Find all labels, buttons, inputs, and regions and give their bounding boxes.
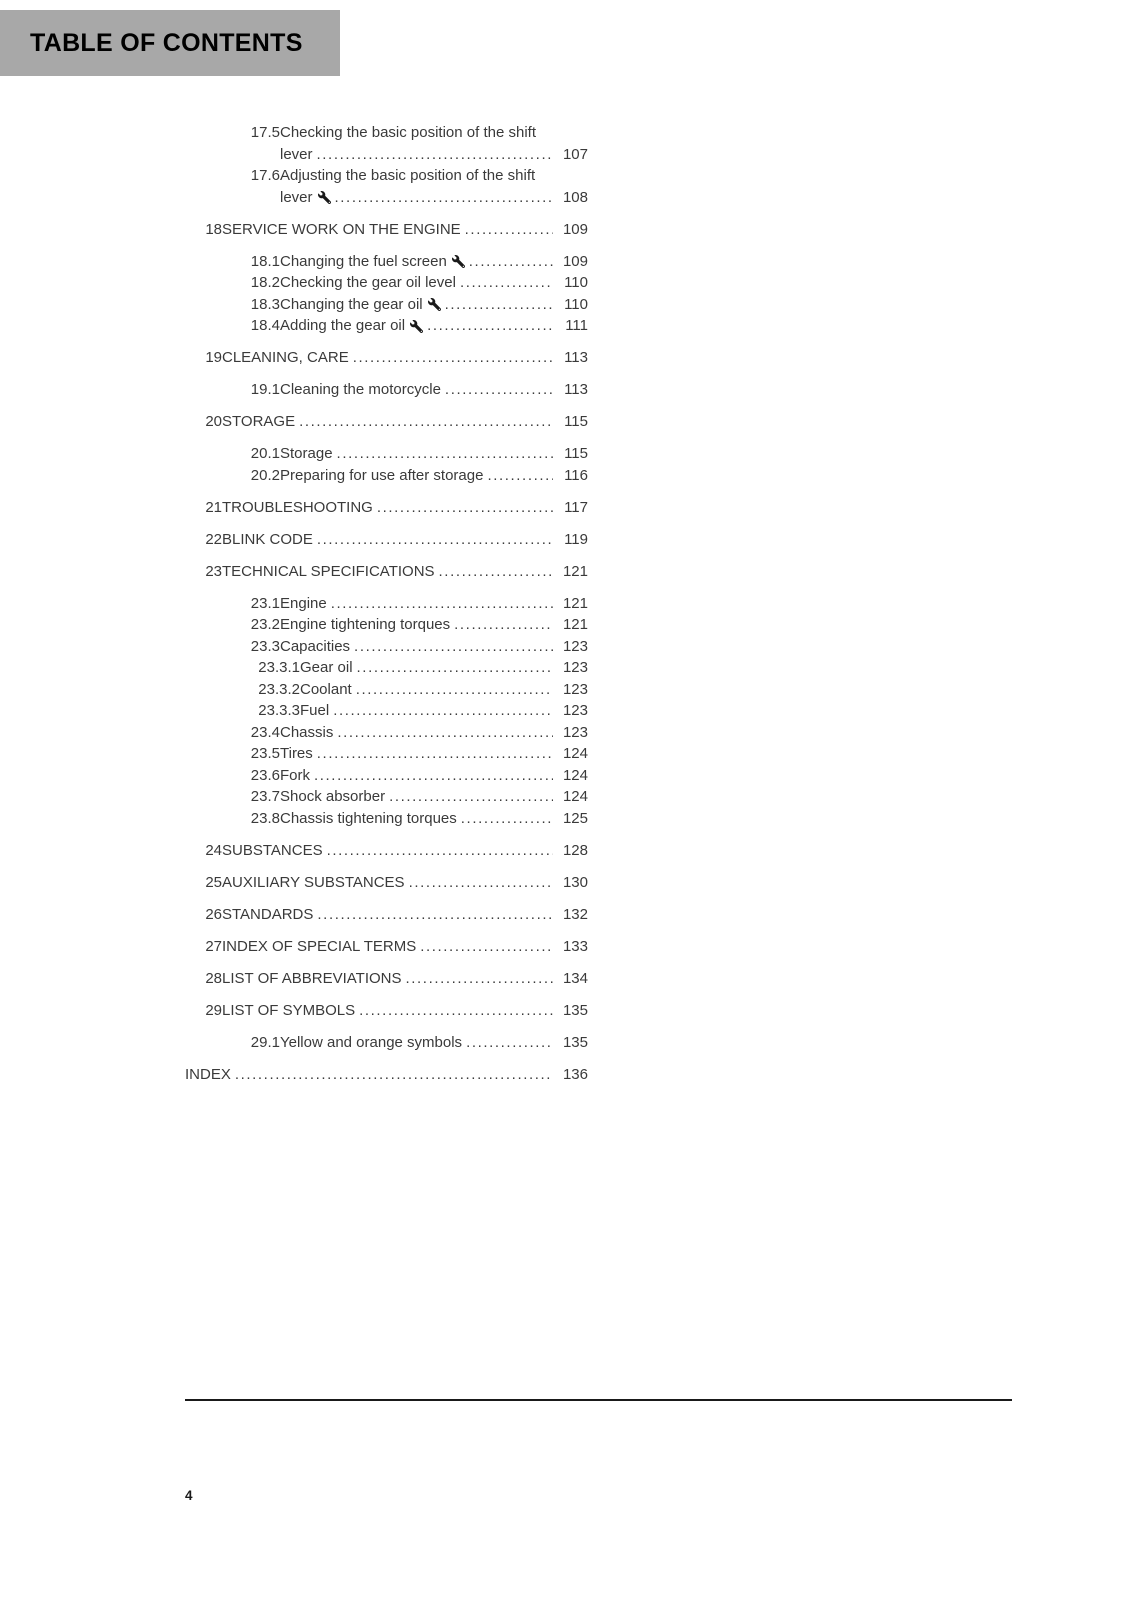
toc-entry-title: Shock absorber [280, 788, 386, 805]
toc-entry [185, 443, 588, 465]
toc-entry [185, 529, 588, 551]
toc-entry-number: 23.7 [250, 788, 280, 805]
page-title: TABLE OF CONTENTS [30, 28, 303, 57]
toc-entry [185, 614, 588, 636]
dot-leader [359, 1000, 553, 1022]
toc-entry-number: 23.2 [250, 616, 280, 633]
toc-entry-number: 24 [205, 841, 222, 859]
toc-entry-page: 124 [562, 766, 588, 784]
toc-entry-page: 135 [562, 1001, 588, 1019]
toc-entry [185, 722, 588, 744]
toc-entry-number: 17.6 [250, 167, 280, 184]
toc-entry-number: 18.1 [250, 252, 280, 270]
toc-entry-title: CLEANING, CARE [222, 349, 349, 366]
toc-entry-title: Yellow and orange symbols [280, 1033, 463, 1051]
toc-entry-page: 128 [562, 841, 588, 859]
toc-entry-title: Checking the basic position of the shift [280, 124, 536, 141]
toc-entry [185, 593, 588, 615]
toc-entry-title: Checking the gear oil level [280, 274, 456, 291]
toc-entry-number [222, 144, 280, 166]
toc-entry-title: Chassis [280, 723, 334, 741]
toc-entry-title: Storage [280, 445, 333, 462]
toc-entry-number: 23.8 [250, 809, 280, 827]
toc-entry-number: 21 [205, 498, 222, 516]
toc-entry [185, 315, 588, 337]
toc-entry [185, 411, 588, 433]
toc-entry [185, 786, 588, 808]
dot-leader [461, 808, 553, 830]
toc-entry-page: 116 [564, 466, 588, 484]
toc-entry-number: 22 [205, 530, 222, 548]
dot-leader [445, 379, 553, 401]
toc-entry-number: 23.1 [250, 594, 280, 612]
toc-entry [185, 251, 588, 273]
toc-entry-page: 136 [562, 1065, 588, 1083]
dot-leader [460, 272, 553, 294]
toc-entry-number: 23.4 [250, 723, 280, 741]
toc-entry-number: 28 [205, 969, 222, 987]
toc-entry-number: 18.3 [250, 295, 280, 313]
toc-entry-title: Fork [280, 766, 310, 784]
toc-entry [185, 679, 588, 701]
toc-entry-number: 23.3 [250, 637, 280, 655]
toc-entry [185, 840, 588, 862]
toc-entry-page: 109 [562, 252, 588, 270]
toc-entry-title: Capacities [280, 637, 351, 655]
toc-entry [185, 700, 588, 722]
toc-entry-number: 20 [205, 413, 222, 430]
toc-entry-title: Engine [280, 594, 327, 612]
toc-entry-number [222, 187, 280, 209]
toc-entry-page: 115 [564, 445, 588, 462]
dot-leader [317, 904, 553, 926]
toc-entry-page: 121 [562, 616, 588, 633]
dot-leader [337, 443, 553, 465]
toc-entry-title: SUBSTANCES [222, 841, 323, 859]
toc-entry-page: 132 [562, 905, 588, 923]
toc-entry [185, 561, 588, 583]
footer-divider [185, 1399, 1012, 1401]
dot-leader [331, 593, 553, 615]
toc-entry-title: AUXILIARY SUBSTANCES [222, 873, 405, 891]
toc-entry-number: 19.1 [250, 381, 280, 398]
toc-entry-page: 123 [562, 659, 588, 676]
toc-entry-page: 109 [562, 220, 588, 238]
toc-entry-number: 23.3.2 [258, 680, 300, 698]
toc-entry [185, 379, 588, 401]
dot-leader [439, 561, 553, 583]
toc-entry-number: 18.4 [250, 317, 280, 334]
toc-entry-page: 113 [564, 381, 588, 398]
dot-leader [409, 872, 553, 894]
toc-entry-number: 20.1 [250, 445, 280, 462]
toc-entry-page: 124 [562, 788, 588, 805]
toc-entry-page: 135 [562, 1033, 588, 1051]
wrench-icon [410, 320, 423, 337]
dot-leader [317, 529, 553, 551]
toc-entry-number: 23 [205, 562, 222, 580]
page-header [0, 10, 340, 76]
toc-entry-title: LIST OF ABBREVIATIONS [222, 969, 402, 987]
toc-entry [185, 165, 588, 187]
toc-entry [185, 808, 588, 830]
toc-entry-page: 110 [564, 274, 588, 291]
toc-entry [185, 347, 588, 369]
toc-entry-number: 27 [205, 937, 222, 955]
toc-entry-page: 107 [562, 145, 588, 163]
toc-entry-number: 17.5 [250, 124, 280, 141]
toc-list [185, 122, 588, 1096]
toc-entry-page: 133 [562, 937, 588, 955]
toc-entry-page: 111 [565, 317, 588, 334]
dot-leader [337, 722, 553, 744]
toc-entry-page: 110 [564, 295, 588, 313]
toc-entry-page: 130 [562, 873, 588, 891]
toc-entry-number: 23.3.3 [258, 702, 300, 719]
toc-entry [185, 272, 588, 294]
toc-entry [185, 872, 588, 894]
toc-entry-number: 29 [205, 1001, 222, 1019]
dot-leader [420, 936, 553, 958]
toc-entry-title: TECHNICAL SPECIFICATIONS [222, 562, 435, 580]
dot-leader [333, 700, 553, 722]
toc-entry [185, 497, 588, 519]
toc-entry [185, 1000, 588, 1022]
toc-entry-title: STORAGE [222, 413, 296, 430]
toc-entry-number: 18.2 [250, 274, 280, 291]
toc-entry-title: Preparing for use after storage [280, 466, 484, 484]
toc-entry-page: 123 [562, 680, 588, 698]
toc-entry-number: 23.6 [250, 766, 280, 784]
toc-entry-page: 108 [562, 188, 588, 206]
toc-entry-title: SERVICE WORK ON THE ENGINE [222, 220, 461, 238]
toc-entry [185, 904, 588, 926]
toc-entry-title: Engine tightening torques [280, 616, 451, 633]
toc-entry-page: 117 [564, 498, 588, 516]
toc-entry-page: 119 [564, 530, 588, 548]
toc-entry [185, 465, 588, 487]
toc-entry-number: 29.1 [250, 1033, 280, 1051]
toc-entry-page: 125 [562, 809, 588, 827]
toc-entry-title: lever [280, 188, 313, 206]
toc-entry-number: 23.5 [250, 745, 280, 762]
toc-entry-page: 123 [562, 723, 588, 741]
toc-entry-number: 26 [205, 905, 222, 923]
toc-entry [185, 122, 588, 144]
toc-entry [185, 657, 588, 679]
toc-entry-title: lever [280, 145, 313, 163]
dot-leader [454, 614, 553, 636]
dot-leader [487, 465, 553, 487]
toc-entry-title: STANDARDS [222, 905, 314, 923]
dot-leader [377, 497, 553, 519]
toc-entry [185, 1032, 588, 1054]
toc-entry-title: Adding the gear oil [280, 317, 406, 334]
toc-entry-title: Coolant [300, 680, 352, 698]
dot-leader [389, 786, 553, 808]
toc-entry-title: Tires [280, 745, 313, 762]
dot-leader [469, 251, 553, 273]
dot-leader [353, 347, 553, 369]
toc-entry-page: 121 [562, 594, 588, 612]
toc-entry-title: Changing the fuel screen [280, 252, 447, 270]
toc-entry-number: 20.2 [250, 466, 280, 484]
toc-entry-title: LIST OF SYMBOLS [222, 1001, 356, 1019]
dot-leader [445, 294, 553, 316]
toc-entry [185, 936, 588, 958]
dot-leader [317, 144, 553, 166]
dot-leader [466, 1032, 553, 1054]
dot-leader [314, 765, 553, 787]
dot-leader [335, 187, 553, 209]
wrench-icon [452, 255, 465, 272]
toc-entry [185, 1064, 588, 1086]
toc-entry [185, 968, 588, 990]
toc-entry-title: Adjusting the basic position of the shift [280, 167, 536, 184]
dot-leader [327, 840, 553, 862]
dot-leader [357, 657, 553, 679]
dot-leader [317, 743, 553, 765]
toc-entry-number: 25 [205, 873, 222, 891]
toc-entry-page: 123 [562, 637, 588, 655]
toc-entry-number: 19 [205, 349, 222, 366]
toc-entry-page: 115 [564, 413, 588, 430]
toc-entry-page: 134 [562, 969, 588, 987]
toc-entry [185, 294, 588, 316]
dot-leader [354, 636, 553, 658]
toc-entry-page: 113 [564, 349, 588, 366]
dot-leader [406, 968, 554, 990]
dot-leader [235, 1064, 553, 1086]
toc-entry [185, 743, 588, 765]
wrench-icon [318, 191, 331, 208]
toc-entry [185, 765, 588, 787]
toc-entry-title: Gear oil [300, 659, 353, 676]
toc-entry [185, 187, 588, 209]
toc-entry-title: BLINK CODE [222, 530, 313, 548]
page-number: 4 [185, 1488, 193, 1503]
toc-entry [185, 219, 588, 241]
toc-entry-page: 121 [562, 562, 588, 580]
dot-leader [299, 411, 553, 433]
toc-entry-title: INDEX OF SPECIAL TERMS [222, 937, 417, 955]
wrench-icon [428, 298, 441, 315]
dot-leader [427, 315, 553, 337]
toc-entry-title: TROUBLESHOOTING [222, 498, 373, 516]
toc-entry-number: 23.3.1 [258, 659, 300, 676]
toc-entry [185, 144, 588, 166]
dot-leader [465, 219, 553, 241]
toc-entry-title: Chassis tightening torques [280, 809, 457, 827]
toc-entry [185, 636, 588, 658]
toc-entry-title: Fuel [300, 702, 330, 719]
toc-entry-number: 18 [205, 220, 222, 238]
toc-entry-title: Changing the gear oil [280, 295, 423, 313]
dot-leader [356, 679, 553, 701]
toc-entry-title: INDEX [185, 1065, 231, 1083]
toc-entry-page: 123 [562, 702, 588, 719]
toc-entry-title: Cleaning the motorcycle [280, 381, 441, 398]
toc-entry-page: 124 [562, 745, 588, 762]
